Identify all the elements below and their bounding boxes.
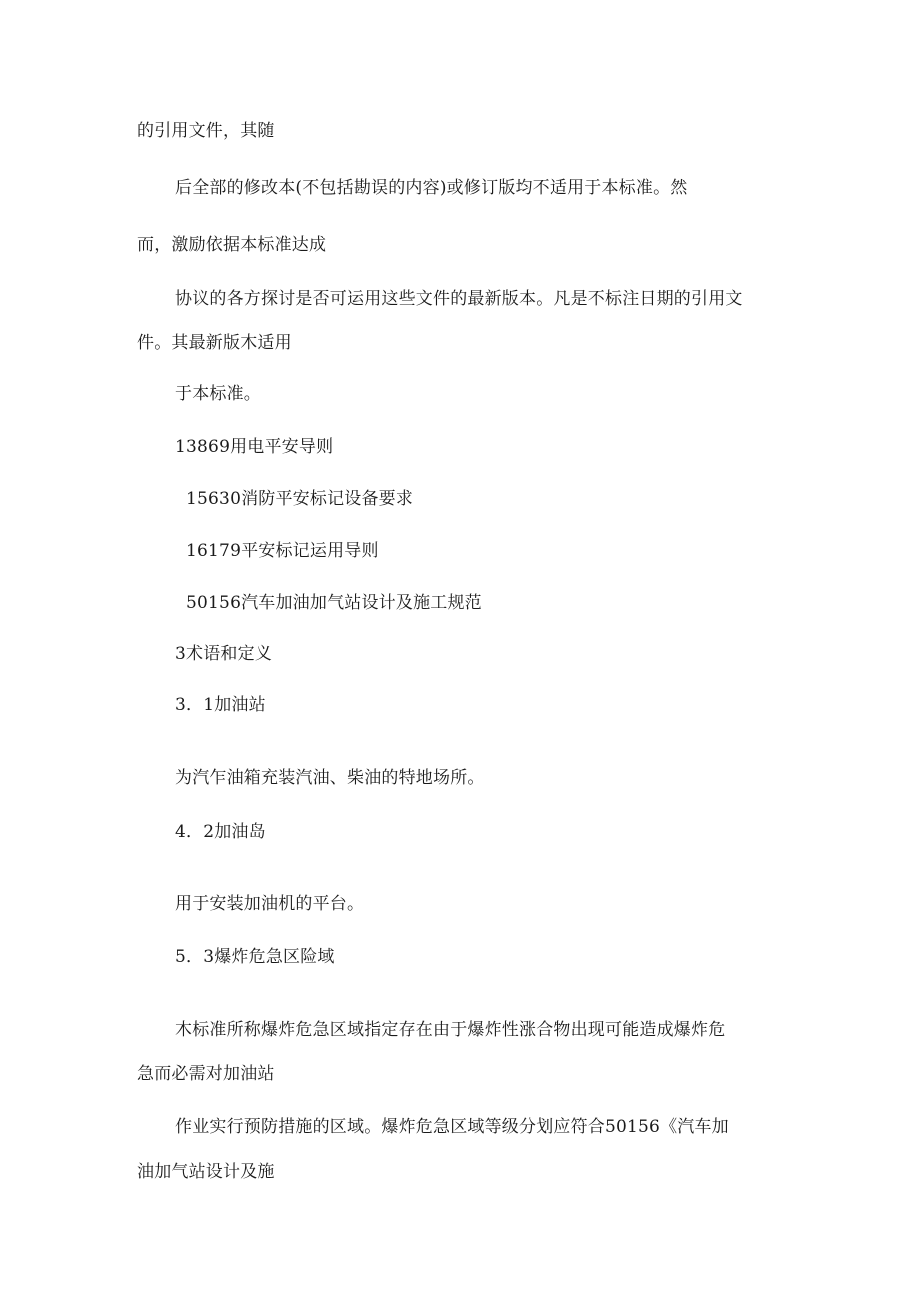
reference-item: 50156汽车加油加气站设计及施工规范 [186,593,482,613]
text-line: 油加气站设计及施 [137,1162,275,1182]
term-heading: 4．2加油岛 [175,822,266,842]
text-line: 的引用文件，其随 [137,121,275,141]
text-line: 件。其最新版木适用 [137,333,292,353]
reference-item: 13869用电平安导则 [175,437,334,457]
text-line: 于本标准。 [175,384,261,404]
text-line: 急而必需对加油站 [137,1064,275,1084]
text-line: 后全部的修改本(不包括勘误的内容)或修订版均不适用于本标准。然 [175,178,688,198]
text-line: 作业实行预防措施的区域。爆炸危急区域等级分划应符合50156《汽车加 [175,1117,729,1137]
reference-item: 15630消防平安标记设备要求 [186,489,414,509]
term-definition: 用于安装加油机的平台。 [175,894,365,914]
reference-item: 16179平安标记运用导则 [186,541,379,561]
term-heading: 3．1加油站 [175,695,266,715]
text-line: 而，激励依据本标准达成 [137,235,327,255]
term-definition: 为汽乍油箱充装汽油、柴油的特地场所。 [175,768,485,788]
text-line: 木标准所称爆炸危急区域指定存在由于爆炸性涨合物出现可能造成爆炸危 [175,1020,726,1040]
text-line: 协议的各方探讨是否可运用这些文件的最新版本。凡是不标注日期的引用文 [175,289,743,309]
section-heading: 3术语和定义 [175,644,273,664]
term-heading: 5．3爆炸危急区险域 [175,947,335,967]
